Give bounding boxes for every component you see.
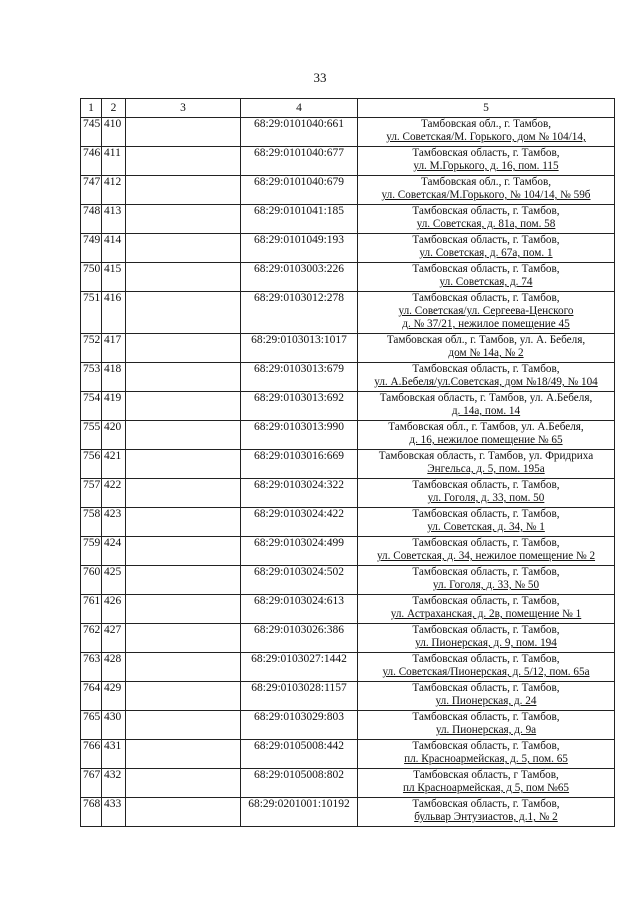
table-row [81, 147, 615, 176]
address-cell [358, 711, 615, 740]
table-row [81, 234, 615, 263]
column-header-4: 4 [241, 99, 358, 118]
table-row [81, 566, 615, 595]
address-line: ул. Пионерская, д. 9а [435, 724, 537, 736]
row-number-cell: 754 [81, 392, 102, 421]
row-index-cell: 414 [102, 234, 126, 263]
address-line: ул. Пионерская, д. 24 [435, 695, 537, 707]
address-cell [358, 421, 615, 450]
row-index-cell: 433 [102, 798, 126, 827]
address-line: Тамбовская область, г. Тамбов, [412, 363, 560, 375]
cadastral-number-cell: 68:29:0101049:193 [241, 234, 358, 263]
address-line: Тамбовская область, г. Тамбов, [412, 653, 560, 665]
row-index-cell: 432 [102, 769, 126, 798]
row-index-cell: 417 [102, 334, 126, 363]
address-line: д. № 37/21, нежилое помещение 45 [402, 318, 570, 330]
row-number-cell: 763 [81, 653, 102, 682]
address-line: Тамбовская область, г. Тамбов, [412, 740, 560, 752]
address-line: ул. Советская, д. 34, нежилое помещение № 2 [376, 550, 596, 562]
table-row [81, 537, 615, 566]
cadastral-number-cell: 68:29:0103024:613 [241, 595, 358, 624]
address-cell [358, 595, 615, 624]
address-line: ул. Советская, д. 34, № 1 [427, 521, 545, 533]
address-cell [358, 118, 615, 147]
address-line: Тамбовская область, г. Тамбов, ул. Фридриха [378, 450, 594, 462]
address-line: Тамбовская область, г. Тамбов, [412, 682, 560, 694]
address-line: дом № 14а, № 2 [448, 347, 524, 359]
address-cell [358, 450, 615, 479]
cadastral-number-cell: 68:29:0103027:1442 [241, 653, 358, 682]
empty-cell [126, 450, 241, 479]
cadastral-number-cell: 68:29:0105008:802 [241, 769, 358, 798]
address-cell [358, 176, 615, 205]
row-index-cell: 410 [102, 118, 126, 147]
address-line: ул. Гоголя, д. 33, № 50 [432, 579, 540, 591]
empty-cell [126, 147, 241, 176]
row-number-cell: 753 [81, 363, 102, 392]
row-index-cell: 430 [102, 711, 126, 740]
empty-cell [126, 595, 241, 624]
column-header-3: 3 [126, 99, 241, 118]
address-cell [358, 624, 615, 653]
address-line: Энгельса, д. 5, пом. 195а [427, 463, 545, 475]
address-cell [358, 205, 615, 234]
cadastral-number-cell: 68:29:0103028:1157 [241, 682, 358, 711]
empty-cell [126, 537, 241, 566]
row-number-cell: 756 [81, 450, 102, 479]
empty-cell [126, 653, 241, 682]
address-line: ул. Советская/ул. Сергеева-Ценского [398, 305, 574, 317]
cadastral-number-cell: 68:29:0101040:661 [241, 118, 358, 147]
empty-cell [126, 392, 241, 421]
table-row [81, 711, 615, 740]
address-line: Тамбовская область, г. Тамбов, [412, 566, 560, 578]
address-line: ул. Астраханская, д. 2в, помещение № 1 [390, 608, 582, 620]
table-body [81, 118, 615, 827]
table-row [81, 392, 615, 421]
address-line: Тамбовская область, г. Тамбов, [412, 147, 560, 159]
table-row [81, 595, 615, 624]
empty-cell [126, 566, 241, 595]
address-line: д. 14а, пом. 14 [451, 405, 521, 417]
address-line: Тамбовская обл., г. Тамбов, ул. А.Бебеля, [388, 421, 584, 433]
table-row [81, 363, 615, 392]
address-line: Тамбовская область, г. Тамбов, [412, 292, 560, 304]
cadastral-number-cell: 68:29:0103029:803 [241, 711, 358, 740]
address-line: Тамбовская область, г. Тамбов, [412, 798, 560, 810]
address-line: бульвар Энтузиастов, д.1, № 2 [414, 811, 558, 823]
row-number-cell: 761 [81, 595, 102, 624]
table-row [81, 118, 615, 147]
column-header-2: 2 [102, 99, 126, 118]
table-row [81, 292, 615, 334]
address-line: Тамбовская область, г. Тамбов, [412, 479, 560, 491]
cadastral-number-cell: 68:29:0103013:1017 [241, 334, 358, 363]
cadastral-number-cell: 68:29:0103003:226 [241, 263, 358, 292]
address-cell [358, 740, 615, 769]
address-line: Тамбовская область, г. Тамбов, [412, 234, 560, 246]
row-number-cell: 746 [81, 147, 102, 176]
row-number-cell: 766 [81, 740, 102, 769]
page-number: 33 [313, 70, 327, 85]
row-number-cell: 757 [81, 479, 102, 508]
row-number-cell: 755 [81, 421, 102, 450]
row-index-cell: 431 [102, 740, 126, 769]
address-line: Тамбовская обл., г. Тамбов, [420, 118, 552, 130]
empty-cell [126, 118, 241, 147]
table-row [81, 450, 615, 479]
address-cell [358, 234, 615, 263]
address-line: ул. Гоголя, д. 33, пом. 50 [427, 492, 545, 504]
cadastral-number-cell: 68:29:0103024:502 [241, 566, 358, 595]
row-index-cell: 418 [102, 363, 126, 392]
row-number-cell: 768 [81, 798, 102, 827]
cadastral-number-cell: 68:29:0103013:692 [241, 392, 358, 421]
row-index-cell: 412 [102, 176, 126, 205]
column-header-1: 1 [81, 99, 102, 118]
address-cell [358, 537, 615, 566]
row-number-cell: 765 [81, 711, 102, 740]
address-cell [358, 653, 615, 682]
row-index-cell: 426 [102, 595, 126, 624]
cadastral-number-cell: 68:29:0103024:499 [241, 537, 358, 566]
empty-cell [126, 682, 241, 711]
empty-cell [126, 769, 241, 798]
row-number-cell: 767 [81, 769, 102, 798]
row-index-cell: 411 [102, 147, 126, 176]
row-index-cell: 416 [102, 292, 126, 334]
row-index-cell: 423 [102, 508, 126, 537]
cadastral-number-cell: 68:29:0103012:278 [241, 292, 358, 334]
table-row [81, 740, 615, 769]
row-number-cell: 758 [81, 508, 102, 537]
address-cell [358, 292, 615, 334]
row-number-cell: 760 [81, 566, 102, 595]
address-line: ул. Советская/М. Горького, дом № 104/14, [386, 131, 586, 143]
address-cell [358, 363, 615, 392]
row-index-cell: 413 [102, 205, 126, 234]
address-cell [358, 566, 615, 595]
cadastral-number-cell: 68:29:0101040:679 [241, 176, 358, 205]
address-line: Тамбовская обл., г. Тамбов, ул. А. Бебеля, [386, 334, 586, 346]
address-line: Тамбовская область, г. Тамбов, [412, 595, 560, 607]
cadastral-number-cell: 68:29:0103013:679 [241, 363, 358, 392]
empty-cell [126, 234, 241, 263]
address-line: Тамбовская область, г. Тамбов, ул. А.Бебеля, [379, 392, 593, 404]
row-number-cell: 762 [81, 624, 102, 653]
table-row [81, 421, 615, 450]
table-row [81, 205, 615, 234]
row-index-cell: 425 [102, 566, 126, 595]
table-row [81, 176, 615, 205]
empty-cell [126, 205, 241, 234]
row-number-cell: 747 [81, 176, 102, 205]
address-line: ул. Советская, д. 81а, пом. 58 [416, 218, 556, 230]
empty-cell [126, 711, 241, 740]
row-index-cell: 429 [102, 682, 126, 711]
empty-cell [126, 263, 241, 292]
empty-cell [126, 798, 241, 827]
empty-cell [126, 508, 241, 537]
row-number-cell: 748 [81, 205, 102, 234]
row-index-cell: 422 [102, 479, 126, 508]
address-line: Тамбовская область, г Тамбов, [413, 769, 559, 781]
table-row [81, 263, 615, 292]
empty-cell [126, 334, 241, 363]
address-line: Тамбовская область, г. Тамбов, [412, 205, 560, 217]
empty-cell [126, 740, 241, 769]
address-line: ул. Советская/М.Горького, № 104/14, № 59б [381, 189, 591, 201]
cadastral-number-cell: 68:29:0103024:422 [241, 508, 358, 537]
empty-cell [126, 292, 241, 334]
row-number-cell: 752 [81, 334, 102, 363]
row-number-cell: 749 [81, 234, 102, 263]
column-header-5: 5 [358, 99, 615, 118]
address-cell [358, 147, 615, 176]
cadastral-number-cell: 68:29:0103013:990 [241, 421, 358, 450]
row-index-cell: 428 [102, 653, 126, 682]
cadastral-number-cell: 68:29:0103024:322 [241, 479, 358, 508]
empty-cell [126, 624, 241, 653]
address-line: ул. Пионерская, д. 9, пом. 194 [415, 637, 557, 649]
address-cell [358, 263, 615, 292]
cadastral-number-cell: 68:29:0101040:677 [241, 147, 358, 176]
address-line: ул. М.Горького, д. 16, пом. 115 [413, 160, 559, 172]
table-row [81, 653, 615, 682]
empty-cell [126, 421, 241, 450]
table-row [81, 479, 615, 508]
row-index-cell: 415 [102, 263, 126, 292]
row-index-cell: 420 [102, 421, 126, 450]
address-line: Тамбовская обл., г. Тамбов, [420, 176, 552, 188]
address-line: Тамбовская область, г. Тамбов, [412, 711, 560, 723]
property-registry-table [80, 98, 615, 827]
cadastral-number-cell: 68:29:0105008:442 [241, 740, 358, 769]
table-row [81, 769, 615, 798]
row-index-cell: 421 [102, 450, 126, 479]
empty-cell [126, 479, 241, 508]
address-line: Тамбовская область, г. Тамбов, [412, 263, 560, 275]
address-line: Тамбовская область, г. Тамбов, [412, 537, 560, 549]
table-row [81, 624, 615, 653]
row-number-cell: 759 [81, 537, 102, 566]
row-number-cell: 745 [81, 118, 102, 147]
address-cell [358, 392, 615, 421]
row-number-cell: 764 [81, 682, 102, 711]
address-line: ул. Советская, д. 74 [439, 276, 533, 288]
address-cell [358, 508, 615, 537]
address-cell [358, 769, 615, 798]
address-line: Тамбовская область, г. Тамбов, [412, 508, 560, 520]
address-cell [358, 682, 615, 711]
address-line: пл. Красноармейская, д. 5, пом. 65 [404, 753, 568, 765]
address-line: ул. Советская, д. 67а, пом. 1 [419, 247, 553, 259]
row-index-cell: 427 [102, 624, 126, 653]
row-number-cell: 751 [81, 292, 102, 334]
address-cell [358, 334, 615, 363]
table-row [81, 682, 615, 711]
row-number-cell: 750 [81, 263, 102, 292]
cadastral-number-cell: 68:29:0201001:10192 [241, 798, 358, 827]
address-cell [358, 479, 615, 508]
empty-cell [126, 363, 241, 392]
table-row [81, 798, 615, 827]
address-line: ул. А.Бебеля/ул.Советская, дом №18/49, № 104 [374, 376, 598, 388]
cadastral-number-cell: 68:29:0103016:669 [241, 450, 358, 479]
table-header-row [81, 99, 615, 118]
address-line: д. 16, нежилое помещение № 65 [409, 434, 563, 446]
cadastral-number-cell: 68:29:0101041:185 [241, 205, 358, 234]
address-line: ул. Советская/Пионерская, д. 5/12, пом. 65а [382, 666, 590, 678]
empty-cell [126, 176, 241, 205]
row-index-cell: 419 [102, 392, 126, 421]
table-row [81, 508, 615, 537]
table-row [81, 334, 615, 363]
cadastral-number-cell: 68:29:0103026:386 [241, 624, 358, 653]
address-line: пл Красноармейская, д 5, пом №65 [402, 782, 570, 794]
row-index-cell: 424 [102, 537, 126, 566]
address-line: Тамбовская область, г. Тамбов, [412, 624, 560, 636]
address-cell [358, 798, 615, 827]
